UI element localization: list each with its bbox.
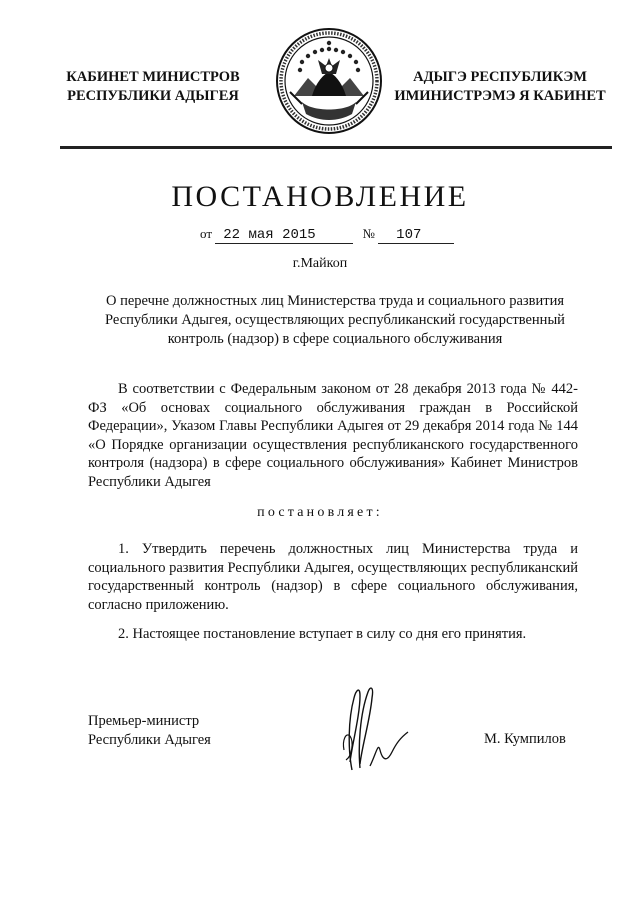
date-prefix: от <box>200 226 213 241</box>
issuer-left <box>58 68 248 106</box>
date-number-line <box>200 226 454 244</box>
issuer-left-line-1: КАБИНЕТ МИНИСТРОВ <box>66 69 240 85</box>
signatory-position-line-2: Республики Адыгея <box>88 732 211 748</box>
document-date: 22 мая 2015 <box>215 227 353 244</box>
resolves-heading: постановляет: <box>257 505 383 520</box>
document-subject: О перечне должностных лиц Министерства труда и социального развития Республики Адыгея, осуществляющих республиканский государственный контроль (надзор) в сфере социального обслуживания <box>105 293 565 347</box>
document-preamble: В соответствии с Федеральным законом от 28 декабря 2013 года № 442-ФЗ «Об основах социального обслуживания граждан в Российской Федерации», Указом Главы Республики Адыгея от 29 декабря 2014 года № 144 «О Порядке организации осуществления республиканского государственного контроля (надзора) в сфере социального обслуживания» Кабинет Министров Республики Адыгея <box>88 381 578 490</box>
signatory-position <box>88 712 211 750</box>
signatory-position-line-1: Премьер-министр <box>88 713 200 729</box>
document-title: ПОСТАНОВЛЕНИЕ <box>171 180 469 213</box>
document-number: 107 <box>378 227 454 244</box>
issuer-right-line-1: АДЫГЭ РЕСПУБЛИКЭМ <box>413 69 587 85</box>
handwritten-signature-icon <box>330 680 410 775</box>
adygea-coat-of-arms-icon <box>272 26 386 136</box>
number-prefix: № <box>362 226 375 241</box>
header-divider <box>60 146 612 149</box>
document-city: г.Майкоп <box>292 256 348 271</box>
issuer-right-line-2: ИМИНИСТРЭМЭ Я КАБИНЕТ <box>394 88 606 104</box>
issuer-right <box>385 68 615 106</box>
resolution-item-1: 1. Утвердить перечень должностных лиц Министерства труда и социального развития Республики Адыгея, осуществляющих республиканский государственный контроль (надзор) в сфере социального обслуживания, согласно приложению. <box>88 541 578 613</box>
signatory-name: М. Кумпилов <box>484 731 566 747</box>
resolution-item-2: 2. Настоящее постановление вступает в силу со дня его принятия. <box>118 626 527 642</box>
issuer-left-line-2: РЕСПУБЛИКИ АДЫГЕЯ <box>67 88 239 104</box>
